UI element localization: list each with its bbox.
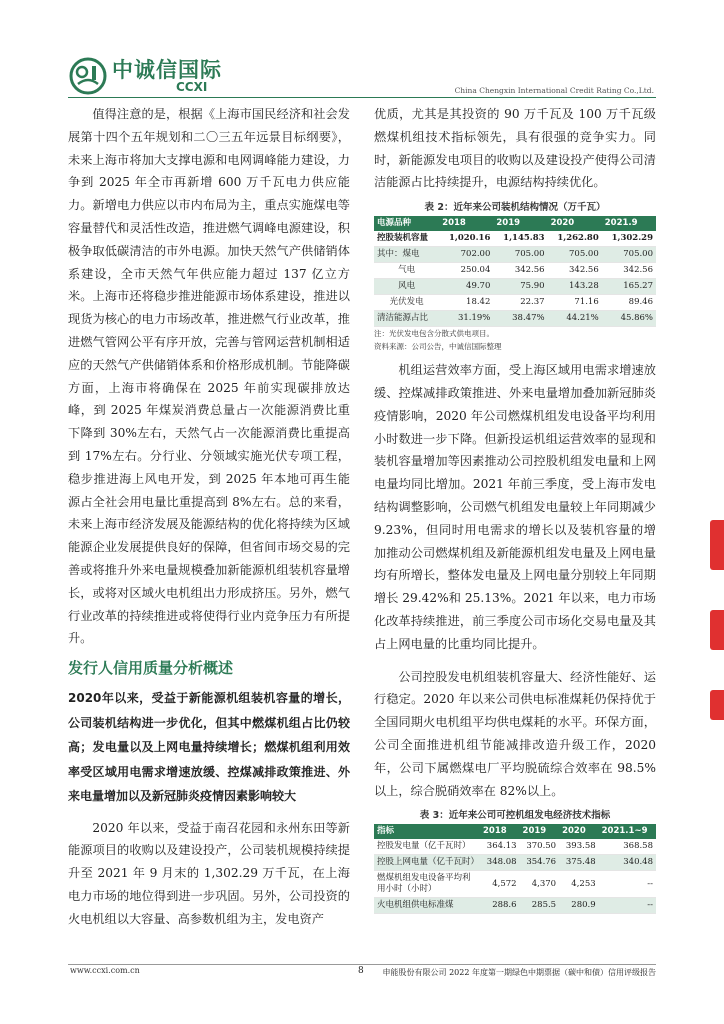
- footer-website: www.ccxi.com.cn: [70, 966, 140, 975]
- table-cell: 71.16: [548, 295, 602, 311]
- table-row: [374, 295, 656, 311]
- section-summary: 2020年以来，受益于新能源机组装机容量的增长，公司装机结构进一步优化，但其中燃煤机组占比仍较高；发电量以及上网电量持续增长；燃煤机组利用效率受区域用电需求增速放缓、控煤减排政策推进、外来电量增加以及新冠肺炎疫情因素影响较大: [68, 691, 350, 804]
- table-cell: 702.00: [439, 247, 493, 263]
- seal-stamp-fragment: [710, 610, 724, 650]
- table-cell: 清洁能源占比: [374, 311, 439, 327]
- company-logo: [68, 55, 222, 97]
- footer-doc-title: 申能股份有限公司 2022 年度第一期绿色中期票据（碳中和债）信用评级报告: [382, 968, 656, 977]
- table-3-block: [374, 808, 656, 914]
- table-cell: 18.42: [439, 295, 493, 311]
- seal-stamp-fragment: [710, 690, 724, 720]
- table-cell: 1,262.80: [548, 231, 602, 247]
- table-cell: 4,370: [520, 871, 560, 898]
- table-2-source: 资料来源：公司公告，中诚信国际整理: [374, 342, 502, 352]
- table-cell: 250.04: [439, 263, 493, 279]
- table-3-title: 表 3：近年来公司可控机组发电经济技术指标: [419, 810, 611, 822]
- table-cell: 340.48: [599, 855, 656, 871]
- table-cell: 44.21%: [548, 311, 602, 327]
- table-cell: 375.48: [559, 855, 599, 871]
- left-paragraph-1: 值得注意的是，根据《上海市国民经济和社会发展第十四个五年规划和二〇三五年远景目标纲要》，未来上海市将加大支撑电源和电网调峰能力建设，力争到 2025 年全市再新增 600 万千瓦电力供应能力。新增电力供应以市内布局为主，重点实施煤电等容量替代和灵活性改造，推进燃气调峰电源建设，积极争取低碳清洁的市外电源。加快天然气产供储销体系建设，全市天然气年供应能力超过 137 亿立方米。上海市还将稳步推进能源市场体系建设，推进以现货为核心的电力市场改革，推进燃气行业改革，推进燃气管网公平有序开放，完善与管网运营机制相适应的天然气产供储销体系和价格形成机制。节能降碳方面，上海市将确保在 2025 年前实现碳排放达峰，到 2025 年煤炭消费总量占一次能源消费比重下降到 30%左右，天然气占一次能源消费比重提高到 17%左右。分行业、分领域实施光伏专项工程，稳步推进海上风电开发，到 2025 年本地可再生能源占全社会用电量比重提高到 8%左右。总的来看，未来上海市经济发展及能源结构的优化将持续为区域能源企业发展提供良好的保障，但省间市场交易的完善或将推升外来电量规模叠加新能源机组装机容量增长，或将对区域火电机组出力形成挤压。另外，燃气行业改革的持续推进或将使得行业内竞争压力有所提升。: [68, 107, 350, 646]
- left-paragraph-2: 2020 年以来，受益于南召花园和永州东田等新能源项目的收购以及建设投产，公司装机规模持续提升至 2021 年 9 月末的 1,302.29 万千瓦，在上海电力市场的地位得到进一步巩固。另外，公司投资的火电机组以大容量、高参数机组为主，发电资产: [68, 820, 350, 926]
- table-cell: 89.46: [602, 295, 656, 311]
- table-row: [374, 311, 656, 327]
- right-paragraph-1: 优质，尤其是其投资的 90 万千瓦及 100 万千瓦级燃煤机组技术指标领先，具有很强的竞争实力。同时，新能源发电项目的收购以及建设投产使得公司清洁能源占比持续提升，电源结构持续优化。: [374, 107, 656, 190]
- right-column: [374, 103, 656, 914]
- table-cell: 370.50: [520, 839, 560, 855]
- table-cell: 288.6: [480, 898, 520, 914]
- table-cell: --: [599, 898, 656, 914]
- table-row: [374, 871, 656, 898]
- table-header-cell: 2021.9: [602, 216, 656, 231]
- table-header-cell: 2019: [493, 216, 547, 231]
- right-paragraph-3: 公司控股发电机组装机容量大、经济性能好、运行稳定。2020 年以来公司供电标准煤耗仍保持优于全国同期火电机组平均供电煤耗的水平。环保方面，公司全面推进机组节能减排改造升级工作，2020 年，公司下属燃煤电厂平均脱硫综合效率在 98.5%以上，综合脱硝效率在 82%以上。: [374, 669, 656, 798]
- logo-emblem-icon: [68, 56, 108, 96]
- table-cell: 49.70: [439, 279, 493, 295]
- table-cell: 1,145.83: [493, 231, 547, 247]
- table-cell: 393.58: [559, 839, 599, 855]
- table-cell: 705.00: [602, 247, 656, 263]
- section-title: 发行人信用质量分析概述: [68, 659, 234, 678]
- table-3: [374, 824, 656, 914]
- table-cell: 4,253: [559, 871, 599, 898]
- table-row: [374, 279, 656, 295]
- table-header-cell: 2020: [559, 824, 599, 839]
- table-cell: 368.58: [599, 839, 656, 855]
- table-cell: 控股发电量（亿千瓦时）: [374, 839, 480, 855]
- table-cell: 342.56: [602, 263, 656, 279]
- table-cell: 火电机组供电标准煤: [374, 898, 480, 914]
- table-cell: 342.56: [548, 263, 602, 279]
- header-divider: [68, 97, 656, 98]
- table-header-cell: 2021.1~9: [599, 824, 656, 839]
- table-2-title: 表 2：近年来公司装机结构情况（万千瓦）: [424, 202, 606, 214]
- table-row: [374, 247, 656, 263]
- table-cell: 1,302.29: [602, 231, 656, 247]
- table-row: [374, 263, 656, 279]
- table-2-note: 注：光伏发电包含分散式供电项目。: [374, 329, 494, 339]
- table-row: [374, 898, 656, 914]
- table-cell: 风电: [374, 279, 439, 295]
- table-header-cell: 指标: [374, 824, 480, 839]
- table-row: [374, 839, 656, 855]
- table-cell: 4,572: [480, 871, 520, 898]
- footer-divider: [68, 964, 656, 965]
- table-header-row: [374, 216, 656, 231]
- table-header-cell: 2018: [480, 824, 520, 839]
- left-column: [68, 103, 350, 931]
- table-cell: 气电: [374, 263, 439, 279]
- page-number: 8: [358, 966, 364, 976]
- table-header-row: [374, 824, 656, 839]
- table-2-block: [374, 200, 656, 353]
- table-cell: 165.27: [602, 279, 656, 295]
- table-header-cell: 2020: [548, 216, 602, 231]
- table-cell: 143.28: [548, 279, 602, 295]
- table-header-cell: 2019: [520, 824, 560, 839]
- header-company-en: China Chengxin International Credit Rating Co.,Ltd.: [454, 86, 654, 95]
- table-cell: 光伏发电: [374, 295, 439, 311]
- table-cell: 364.13: [480, 839, 520, 855]
- table-row: [374, 855, 656, 871]
- table-cell: 其中：煤电: [374, 247, 439, 263]
- table-cell: 45.86%: [602, 311, 656, 327]
- table-2: [374, 216, 656, 327]
- table-cell: 控股上网电量（亿千瓦时）: [374, 855, 480, 871]
- table-cell: 705.00: [493, 247, 547, 263]
- table-cell: 705.00: [548, 247, 602, 263]
- table-cell: 燃煤机组发电设备平均利用小时（小时）: [374, 871, 480, 898]
- right-paragraph-2: 机组运营效率方面，受上海区域用电需求增速放缓、控煤减排政策推进、外来电量增加叠加新冠肺炎疫情影响，2020 年公司燃煤机组发电设备平均利用小时数进一步下降。但新投运机组运营效率的显现和装机容量增加等因素推动公司控股机组发电量和上网电量均同比增加。2021 年前三季度，受上海市发电结构调整影响，公司燃气机组发电量较上年同期减少 9.23%，但同时用电需求的增长以及装机容量的增加推动公司燃煤机组及新能源机组发电量及上网电量均有所增长，整体发电量及上网电量分别较上年同期增长 29.42%和 25.13%。2021 年以来，电力市场化改革持续推进，前三季度公司市场化交易电量及其占上网电量的比重均同比提升。: [374, 363, 656, 651]
- table-cell: 354.76: [520, 855, 560, 871]
- seal-stamp-fragment: [710, 520, 724, 570]
- table-cell: 控股装机容量: [374, 231, 439, 247]
- table-cell: 348.08: [480, 855, 520, 871]
- table-cell: --: [599, 871, 656, 898]
- table-cell: 22.37: [493, 295, 547, 311]
- table-header-cell: 电源品种: [374, 216, 439, 231]
- table-row: [374, 231, 656, 247]
- table-header-cell: 2018: [439, 216, 493, 231]
- logo-en-text: CCXI: [176, 79, 208, 94]
- table-cell: 1,020.16: [439, 231, 493, 247]
- table-cell: 285.5: [520, 898, 560, 914]
- table-cell: 31.19%: [439, 311, 493, 327]
- table-cell: 38.47%: [493, 311, 547, 327]
- logo-cn-text: 中诚信国际: [112, 57, 222, 82]
- table-cell: 280.9: [559, 898, 599, 914]
- table-cell: 342.56: [493, 263, 547, 279]
- table-cell: 75.90: [493, 279, 547, 295]
